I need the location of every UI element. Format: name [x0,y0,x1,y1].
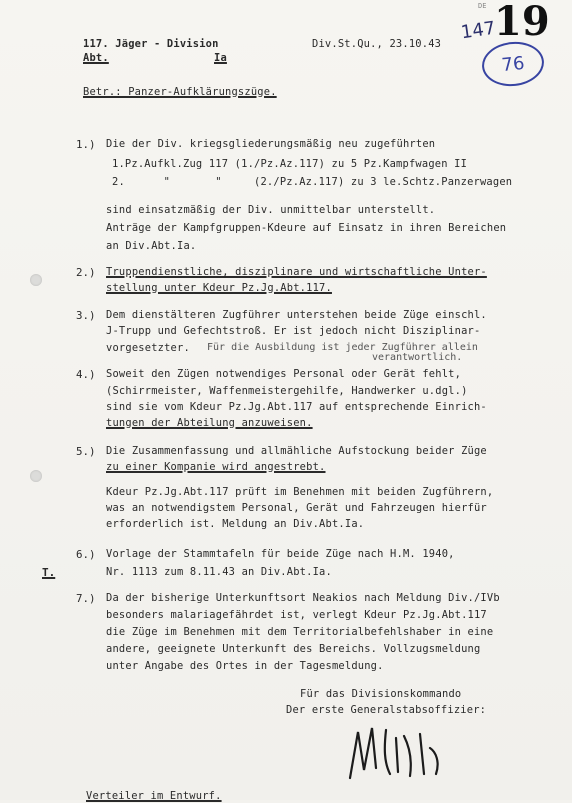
header-place-date: Div.St.Qu., 23.10.43 [312,38,442,50]
para-1-line-2: 1.Pz.Aufkl.Zug 117 (1./Pz.Az.117) zu 5 Pz.Kampfwagen II [112,158,468,170]
para-7-line-5: unter Angabe des Ortes in der Tagesmeldung. [106,660,384,672]
handwritten-folio-number: 147 [459,17,497,44]
circled-folio-number [480,39,546,89]
closing-line-1: Für das Divisionskommando [300,688,462,700]
signature-graphic [340,718,460,788]
para-5-number: 5.) [76,445,96,458]
para-3-addition-2: verantwortlich. [372,352,463,363]
para-7-number: 7.) [76,592,96,605]
archive-page-number: 19 [494,0,550,45]
para-7-line-3: die Züge im Benehmen mit dem Territorialbefehlshaber in eine [106,626,494,638]
para-1-line-1: Die der Div. kriegsgliederungsmäßig neu zugeführten [106,138,436,150]
para-5-line-5: erforderlich ist. Meldung an Div.Abt.Ia. [106,518,365,530]
para-7-line-1: Da der bisherige Unterkunftsort Neakios nach Meldung Div./IVb [106,592,500,604]
para-5-line-4: was an notwendigstem Personal, Gerät und Fahrzeugen hierfür [106,502,487,514]
para-7-line-2: besonders malariagefährdet ist, verlegt Kdeur Pz.Jg.Abt.117 [106,609,487,621]
para-3-line-2: J-Trupp und Gefechtstroß. Er ist jedoch nicht Disziplinar- [106,325,481,337]
para-3-line-3: vorgesetzter. [106,342,190,354]
archive-small-mark: DE [478,2,487,10]
para-5-line-3: Kdeur Pz.Jg.Abt.117 prüft im Benehmen mit beiden Zugführern, [106,486,494,498]
header-unit: 117. Jäger - Division [83,38,219,50]
subject-line: Betr.: Panzer-Aufklärungszüge. [83,86,277,98]
para-7-line-4: andere, geeignete Unterkunft des Bereichs. Vollzugsmeldung [106,643,481,655]
para-1-line-6: an Div.Abt.Ia. [106,240,197,252]
para-4-line-4: tungen der Abteilung anzuweisen. [106,417,313,429]
para-2-number: 2.) [76,266,96,279]
para-1-line-5: Anträge der Kampfgruppen-Kdeure auf Einsatz in ihren Bereichen [106,222,507,234]
para-3-addition: Für die Ausbildung ist jeder Zugführer allein [207,342,478,353]
para-4-line-3: sind sie vom Kdeur Pz.Jg.Abt.117 auf entsprechende Einrich- [106,401,487,413]
para-6-line-2: Nr. 1113 zum 8.11.43 an Div.Abt.Ia. [106,566,332,578]
punch-hole-bottom [30,470,42,482]
header-dept: Abt. [83,52,109,64]
para-1-line-3: 2. " " (2./Pz.Az.117) zu 3 le.Schtz.Panzerwagen [112,176,513,188]
para-3-line-1: Dem dienstälteren Zugführer unterstehen beide Züge einschl. [106,309,487,321]
para-2-line-2: stellung unter Kdeur Pz.Jg.Abt.117. [106,282,332,294]
para-1-number: 1.) [76,138,96,151]
closing-line-2: Der erste Generalstabsoffizier: [286,704,487,716]
para-6-margin-mark: T. [42,566,56,579]
para-5-line-2: zu einer Kompanie wird angestrebt. [106,461,326,473]
para-5-line-1: Die Zusammenfassung und allmähliche Aufstockung beider Züge [106,445,487,457]
para-3-number: 3.) [76,309,96,322]
para-4-number: 4.) [76,368,96,381]
para-4-line-2: (Schirrmeister, Waffenmeistergehilfe, Handwerker u.dgl.) [106,385,468,397]
para-1-line-4: sind einsatzmäßig der Div. unmittelbar unterstellt. [106,204,436,216]
para-4-line-1: Soweit den Zügen notwendiges Personal oder Gerät fehlt, [106,368,462,380]
para-6-number: 6.) [76,548,96,561]
para-2-line-1: Truppendienstliche, disziplinare und wirtschaftliche Unter- [106,266,487,278]
para-6-line-1: Vorlage der Stammtafeln für beide Züge nach H.M. 1940, [106,548,455,560]
circled-number-text: 76 [500,52,526,76]
header-dept-code: Ia [214,52,227,64]
distribution-line: Verteiler im Entwurf. [86,790,222,802]
punch-hole-top [30,274,42,286]
